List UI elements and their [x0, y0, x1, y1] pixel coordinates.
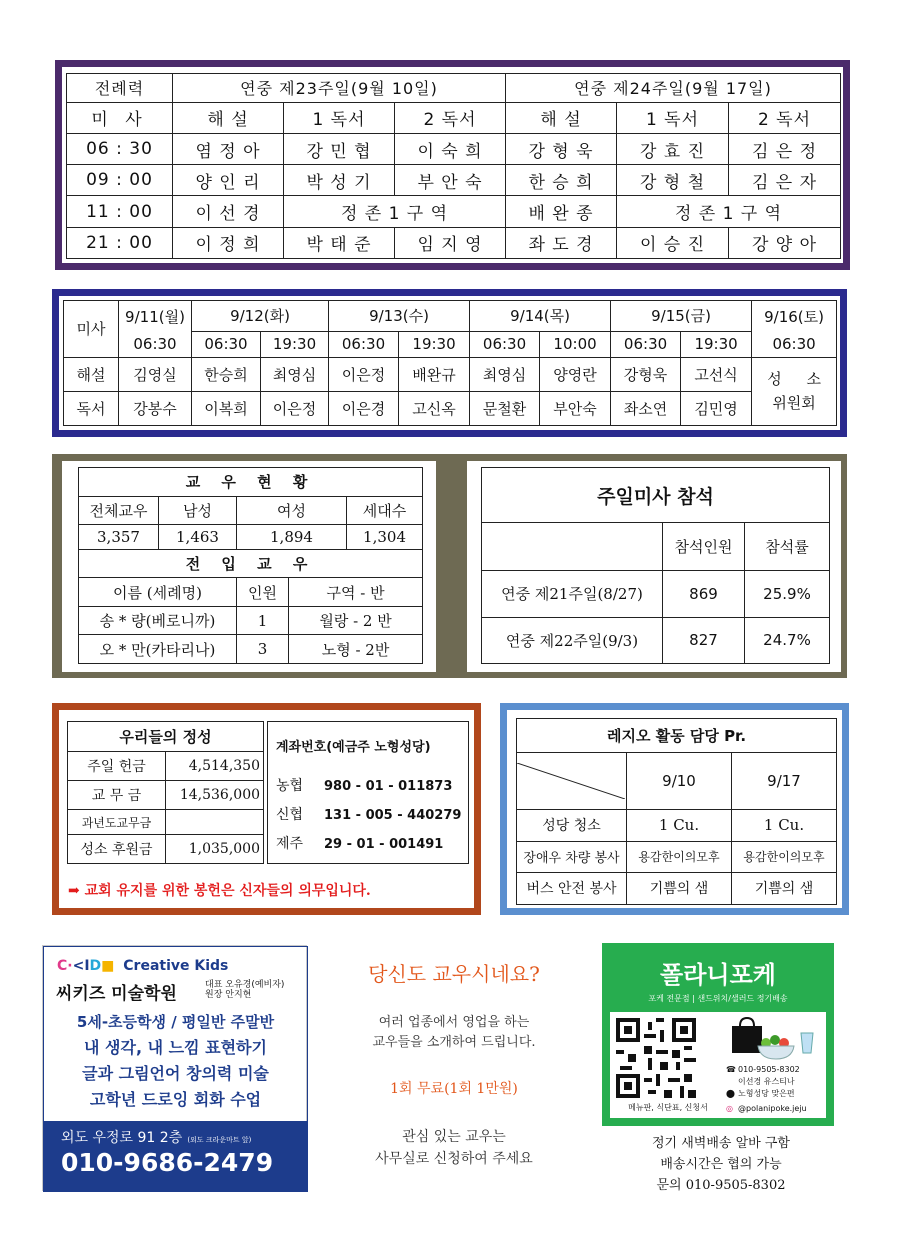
mass-time: 06:30 — [192, 331, 261, 357]
table-cell: 김 은 정 — [729, 134, 841, 165]
table-header: 전체교우 — [79, 496, 159, 525]
member-ad-title: 당신도 교우시네요? — [368, 962, 540, 986]
table-cell: 오 * 만(카타리나) — [79, 635, 237, 664]
table-cell: 869 — [663, 571, 745, 618]
ad-line: 내 생각, 내 느낌 표현하기 — [84, 1038, 267, 1057]
day-header: 9/15(금) — [611, 301, 752, 332]
table-cell: 이복희 — [192, 391, 261, 425]
table-cell: 4,514,350 — [166, 752, 264, 781]
ad-body: 여러 업종에서 영업을 하는 — [378, 1015, 530, 1030]
table-header: 세대수 — [347, 496, 423, 525]
cup-icon — [800, 1032, 814, 1054]
ad-body: 사무실로 신청하여 주세요 — [375, 1151, 533, 1167]
table-cell: 부안숙 — [540, 391, 611, 425]
table-row — [64, 357, 837, 391]
table-header: 인원 — [237, 578, 289, 607]
ad-body: 관심 있는 교우는 — [402, 1129, 506, 1145]
table-row — [68, 835, 264, 864]
transfer-title: 전 입 교 우 — [79, 549, 423, 578]
table-row — [67, 196, 841, 227]
table-cell: 염 정 아 — [173, 134, 284, 165]
table-cell: 1,463 — [159, 525, 237, 550]
table-row — [517, 809, 837, 841]
table-cell: 배 완 종 — [506, 196, 617, 227]
director: 원장 안지현 — [205, 990, 252, 1000]
table-row — [79, 606, 423, 635]
address-note: (외도 크라운마트 앞) — [187, 1136, 252, 1144]
calendar-label: 전례력 — [67, 74, 173, 103]
table-cell: 임 지 영 — [395, 227, 506, 258]
mass-time: 06:30 — [752, 331, 837, 357]
table-cell: 이은정 — [261, 391, 329, 425]
parishioner-title: 교 우 현 황 — [79, 468, 423, 497]
table-cell: 장애우 차량 봉사 — [517, 841, 627, 872]
poke-footer: 메뉴판, 식단표, 신청서 — [628, 1103, 708, 1112]
commentary-label: 해설 — [64, 357, 119, 391]
notice-text: 교회 유지를 위한 봉헌은 신자들의 의무입니다. — [84, 883, 371, 899]
mass-time: 06:30 — [119, 331, 192, 357]
table-cell: 강 효 진 — [617, 134, 729, 165]
mass-time: 19:30 — [681, 331, 752, 357]
reading2-header: 2 독서 — [395, 102, 506, 133]
parishioner-table — [78, 467, 423, 664]
table-cell: 연중 제21주일(8/27) — [482, 571, 663, 618]
table-cell: 24.7% — [745, 617, 830, 664]
ad-line: 5세-초등학생 / 평일반 주말반 — [76, 1013, 275, 1031]
date-header: 9/10 — [627, 752, 732, 809]
table-cell: 양영란 — [540, 357, 611, 391]
mass-time: 19:30 — [399, 331, 470, 357]
table-cell: 고신옥 — [399, 391, 470, 425]
table-cell: 1,035,000 — [166, 835, 264, 864]
commentary-header: 해 설 — [506, 102, 617, 133]
qr-code-icon — [616, 1018, 696, 1098]
reading1-header: 1 독서 — [617, 102, 729, 133]
table-header: 이름 (세례명) — [79, 578, 237, 607]
caption-line: 문의 010-9505-8302 — [656, 1178, 786, 1193]
table-row — [68, 810, 264, 835]
mass-time: 21 : 00 — [67, 227, 173, 258]
ad-price: 1회 무료(1회 1만원) — [390, 1081, 518, 1097]
account-box — [267, 721, 469, 864]
table-cell: 최영심 — [470, 357, 540, 391]
table-cell: 문철환 — [470, 391, 540, 425]
location-pin-icon: ⬤ — [726, 1089, 735, 1098]
table-cell: 교 무 금 — [68, 781, 166, 810]
table-row — [67, 227, 841, 258]
table-cell: 1,304 — [347, 525, 423, 550]
commentary-header: 해 설 — [173, 102, 284, 133]
table-row — [68, 781, 264, 810]
account-number: 29 - 01 - 001491 — [324, 837, 444, 852]
table-cell: 강형욱 — [611, 357, 681, 391]
table-cell: 827 — [663, 617, 745, 664]
table-header: 남성 — [159, 496, 237, 525]
table-cell: 이 승 진 — [617, 227, 729, 258]
table-cell: 3 — [237, 635, 289, 664]
mass-time: 06 : 30 — [67, 134, 173, 165]
table-cell: 강 형 욱 — [506, 134, 617, 165]
day-header: 9/16(토) — [752, 301, 837, 332]
offering-title: 우리들의 정성 — [68, 722, 264, 752]
table-cell: 1,894 — [237, 525, 347, 550]
table-cell: 월랑 - 2 반 — [289, 606, 423, 635]
account-number: 980 - 01 - 011873 — [324, 779, 453, 794]
table-cell: 이 숙 희 — [395, 134, 506, 165]
table-row — [67, 134, 841, 165]
mass-time: 19:30 — [261, 331, 329, 357]
table-cell: 성 소 — [767, 370, 831, 389]
instagram-icon: ◎ — [726, 1104, 733, 1113]
table-cell: 강 양 아 — [729, 227, 841, 258]
mass-label: 미 사 — [67, 102, 173, 133]
ad-line: 고학년 드로잉 회화 수업 — [89, 1090, 262, 1109]
table-cell: 성당 청소 — [517, 809, 627, 841]
diagonal-line — [517, 763, 625, 799]
bank-name: 농협 — [276, 778, 304, 794]
table-cell: 이은정 — [329, 357, 399, 391]
table-header: 구역 - 반 — [289, 578, 423, 607]
table-cell: 버스 안전 봉사 — [517, 872, 627, 904]
poke-location: 노형성당 맞은편 — [738, 1089, 795, 1098]
ad-line: 글과 그림언어 창의력 미술 — [82, 1064, 269, 1083]
table-cell: 1 — [237, 606, 289, 635]
kids-ad — [42, 945, 307, 1191]
table-row — [482, 617, 830, 664]
table-cell: 좌소연 — [611, 391, 681, 425]
mass-time: 09 : 00 — [67, 165, 173, 196]
table-header: 참석인원 — [663, 523, 745, 571]
week23-title: 연중 제23주일(9월 10일) — [173, 74, 506, 103]
reading1-header: 1 독서 — [284, 102, 395, 133]
attendance-table — [481, 467, 830, 664]
table-cell: 한승희 — [192, 357, 261, 391]
mass-time: 06:30 — [329, 331, 399, 357]
address: 외도 우정로 91 2층 — [61, 1130, 183, 1146]
poke-ad — [602, 943, 834, 1126]
table-cell: 1 Cu. — [732, 809, 837, 841]
week24-title: 연중 제24주일(9월 17일) — [506, 74, 841, 103]
legio-table — [516, 718, 837, 905]
weekday-table — [63, 300, 837, 426]
table-cell: 박 태 준 — [284, 227, 395, 258]
logo-mark-icon: C· — [57, 958, 73, 974]
table-cell: 최영심 — [261, 357, 329, 391]
phone: 010-9686-2479 — [61, 1148, 274, 1177]
table-cell: 송 * 량(베로니까) — [79, 606, 237, 635]
table-cell: 연중 제22주일(9/3) — [482, 617, 663, 664]
bank-name: 신협 — [276, 807, 304, 823]
offering-notice — [68, 880, 371, 900]
table-cell: 성소 후원금 — [68, 835, 166, 864]
table-cell: 과년도교무금 — [68, 810, 166, 835]
table-cell: 용감한이의모후 — [732, 841, 837, 872]
table-cell: 강 민 협 — [284, 134, 395, 165]
offering-table — [67, 721, 264, 864]
date-header: 9/17 — [732, 752, 837, 809]
vocation-committee — [752, 357, 837, 425]
table-header — [482, 523, 663, 571]
poke-tagline: 포케 전문점 | 샌드위치/샐러드 정기배송 — [648, 994, 788, 1003]
brand-name: Creative Kids — [123, 958, 229, 974]
mass-label: 미사 — [64, 301, 119, 358]
ad-body: 교우들을 소개하여 드립니다. — [372, 1035, 536, 1050]
kids-logo: C·<ID■ Creative Kids — [57, 958, 229, 974]
table-cell: 기쁨의 샘 — [732, 872, 837, 904]
reading2-header: 2 독서 — [729, 102, 841, 133]
reading-label: 독서 — [64, 391, 119, 425]
table-cell: 고선식 — [681, 357, 752, 391]
table-cell: 25.9% — [745, 571, 830, 618]
table-cell: 1 Cu. — [627, 809, 732, 841]
table-cell: 기쁨의 샘 — [627, 872, 732, 904]
table-cell: 김영실 — [119, 357, 192, 391]
mass-time: 06:30 — [611, 331, 681, 357]
poke-contact: 이선경 유스티나 — [738, 1077, 795, 1086]
table-cell: 이 정 희 — [173, 227, 284, 258]
poke-card — [610, 1012, 826, 1118]
table-cell: 이 선 경 — [173, 196, 284, 227]
table-cell: 좌 도 경 — [506, 227, 617, 258]
table-row — [517, 841, 837, 872]
table-row — [79, 635, 423, 664]
table-cell: 주일 헌금 — [68, 752, 166, 781]
table-cell: 위원회 — [772, 394, 816, 413]
day-header: 9/14(목) — [470, 301, 611, 332]
day-header: 9/13(수) — [329, 301, 470, 332]
table-row — [482, 571, 830, 618]
table-cell: 용감한이의모후 — [627, 841, 732, 872]
table-cell: 3,357 — [79, 525, 159, 550]
table-cell: 14,536,000 — [166, 781, 264, 810]
mass-time: 06:30 — [470, 331, 540, 357]
account-number: 131 - 005 - 440279 — [324, 808, 462, 823]
table-header: 참석률 — [745, 523, 830, 571]
bank-name: 제주 — [276, 836, 304, 852]
arrow-icon: ➡ — [68, 883, 80, 899]
diagonal-cell — [517, 752, 627, 809]
table-cell: 부 안 숙 — [395, 165, 506, 196]
legio-title: 레지오 활동 담당 Pr. — [517, 719, 837, 753]
table-cell: 강봉수 — [119, 391, 192, 425]
table-row — [64, 391, 837, 425]
academy-name: 씨키즈 미술학원 — [56, 984, 177, 1004]
table-row — [67, 165, 841, 196]
member-ad — [318, 958, 590, 1170]
table-cell: 정 존 1 구 역 — [284, 196, 506, 227]
table-cell: 박 성 기 — [284, 165, 395, 196]
mass-time: 10:00 — [540, 331, 611, 357]
table-cell: 강 형 철 — [617, 165, 729, 196]
salad-bowl-icon — [756, 1034, 796, 1060]
poke-sns: @polanipoke.jeju — [738, 1104, 807, 1113]
poke-name: 폴라니포케 — [660, 961, 776, 989]
table-cell: 김민영 — [681, 391, 752, 425]
table-header: 여성 — [237, 496, 347, 525]
table-cell: 노형 - 2반 — [289, 635, 423, 664]
director: 대표 오유경(예비자) — [205, 980, 285, 990]
account-title: 계좌번호(예금주 노형성당) — [276, 740, 431, 755]
poke-caption — [608, 1133, 834, 1196]
caption-line: 배송시간은 협의 가능 — [660, 1157, 782, 1172]
day-header: 9/11(월) — [119, 301, 192, 332]
table-row — [517, 872, 837, 904]
liturgy-table — [66, 73, 841, 259]
caption-line: 정기 새벽배송 알바 구함 — [652, 1136, 790, 1151]
attendance-title: 주일미사 참석 — [482, 468, 830, 523]
table-row — [68, 752, 264, 781]
table-cell: 이은경 — [329, 391, 399, 425]
table-cell: 정 존 1 구 역 — [617, 196, 841, 227]
kids-contact-band — [43, 1122, 308, 1192]
table-cell — [166, 810, 264, 835]
table-cell: 양 인 리 — [173, 165, 284, 196]
poke-phone: 010-9505-8302 — [738, 1065, 800, 1074]
day-header: 9/12(화) — [192, 301, 329, 332]
table-cell: 배완규 — [399, 357, 470, 391]
mass-time: 11 : 00 — [67, 196, 173, 227]
table-cell: 한 승 희 — [506, 165, 617, 196]
table-cell: 김 은 자 — [729, 165, 841, 196]
phone-icon: ☎ — [726, 1065, 736, 1074]
